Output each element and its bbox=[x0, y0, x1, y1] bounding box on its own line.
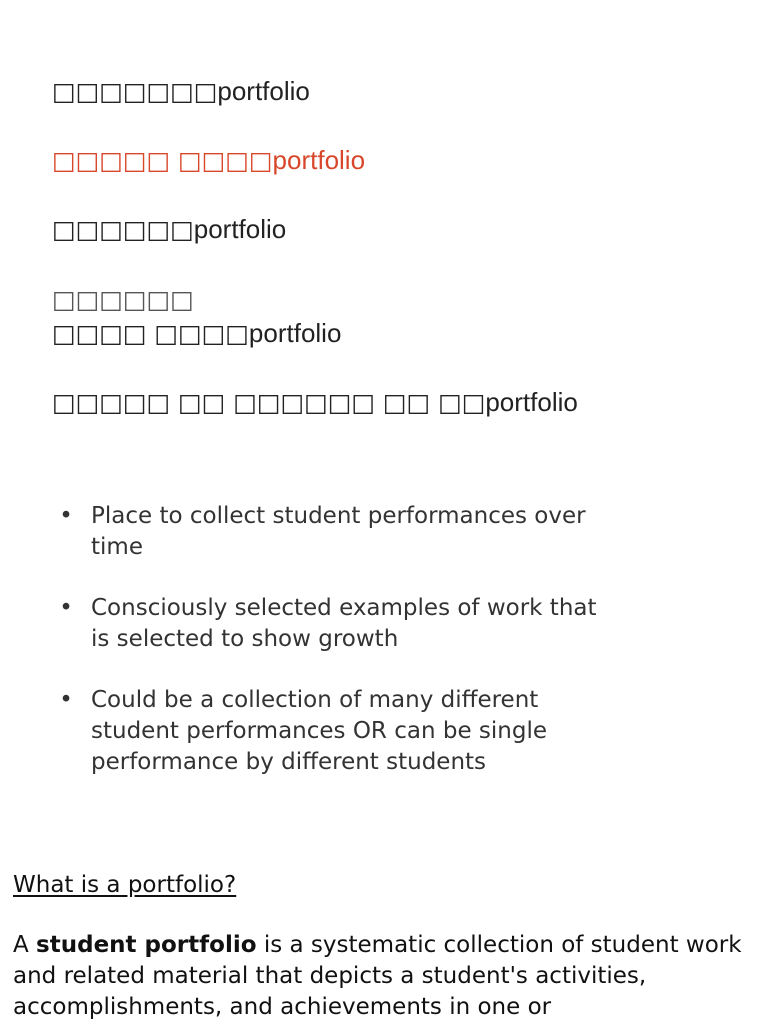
bullet-item bbox=[58, 501, 618, 563]
bullet-dot-icon: • bbox=[59, 503, 73, 529]
unrendered-glyphs: □□□□□□ bbox=[52, 215, 194, 244]
slide-line-2 bbox=[52, 145, 365, 176]
unrendered-glyphs: □□□□ □□□□ bbox=[52, 319, 249, 348]
slide-line-5 bbox=[52, 387, 578, 418]
line-suffix: portfolio bbox=[272, 145, 366, 175]
bullet-item bbox=[58, 685, 618, 778]
bullet-text: Consciously selected examples of work that is selected to show growth bbox=[91, 595, 597, 652]
unrendered-glyphs: □□□□□□ bbox=[52, 285, 194, 314]
unrendered-glyphs: □□□□□ □□□□ bbox=[52, 146, 273, 175]
slide-line-4 bbox=[52, 318, 341, 349]
unrendered-glyphs: □□□□□ □□ □□□□□□ □□ □□ bbox=[52, 388, 486, 417]
bullet-text: Could be a collection of many different student performances OR can be single performance by different students bbox=[91, 687, 548, 775]
bullet-dot-icon: • bbox=[59, 687, 73, 713]
bullet-item bbox=[58, 593, 618, 655]
line-suffix: portfolio bbox=[485, 387, 578, 417]
definition-lead: A bbox=[13, 932, 37, 958]
definition-term: student portfolio bbox=[36, 932, 257, 958]
line-suffix: portfolio bbox=[217, 76, 310, 106]
bullet-dot-icon: • bbox=[59, 595, 73, 621]
bullet-list bbox=[58, 501, 618, 808]
definition-paragraph bbox=[13, 930, 761, 1023]
slide-line-3 bbox=[52, 214, 286, 245]
unrendered-glyphs: □□□□□□□ bbox=[52, 77, 218, 106]
slide-line-4-top bbox=[52, 285, 194, 315]
line-suffix: portfolio bbox=[248, 318, 342, 348]
slide-line-1 bbox=[52, 76, 310, 107]
section-heading: What is a portfolio? bbox=[13, 872, 237, 898]
bullet-text: Place to collect student performances over time bbox=[91, 503, 586, 560]
line-suffix: portfolio bbox=[193, 214, 287, 244]
definition-body: is a systematic collection of student work and related material that depicts a student's activities, accomplishments, and achievements in one or bbox=[13, 932, 742, 1020]
